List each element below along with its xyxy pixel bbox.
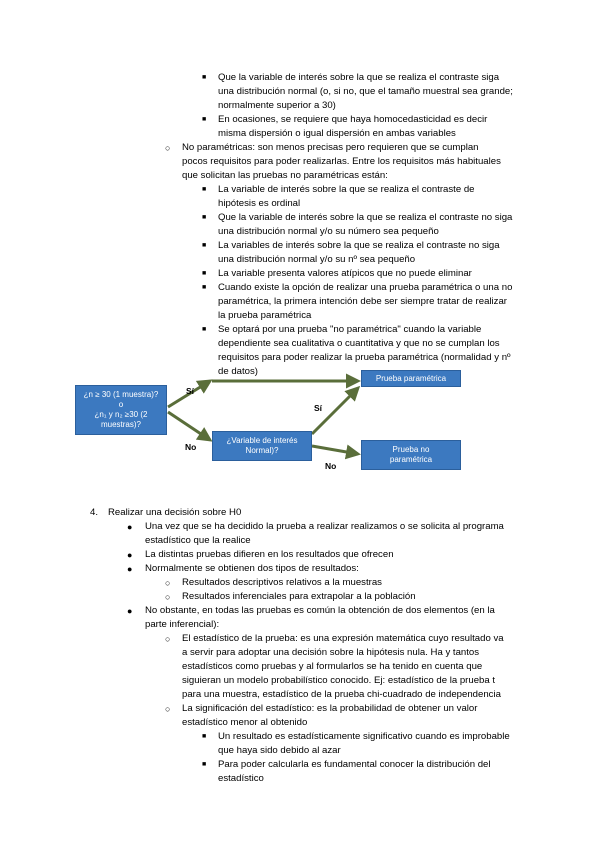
text-line: dependiente sea cualitativa o cuantitativa y que no se cumplan los <box>218 338 500 349</box>
circle-bullet-icon: ○ <box>165 634 171 644</box>
square-bullet-icon: ■ <box>202 242 207 249</box>
text-line: Cuando existe la opción de realizar una prueba paramétrica o una no <box>218 282 513 293</box>
text-line: Para poder calcularla es fundamental conocer la distribución del <box>218 759 491 770</box>
box-text-line: Prueba paramétrica <box>375 373 447 383</box>
text-line: Que la variable de interés sobre la que se realiza el contraste siga <box>218 72 500 83</box>
dot-bullet-icon: ● <box>127 606 133 616</box>
text-line: siguieran un modelo probabilístico conocido. Ej: estadístico de la prueba t <box>182 675 496 686</box>
text-line: El estadístico de la prueba: es una expresión matemática cuyo resultado va <box>182 633 504 644</box>
label-si-first: Sí <box>186 386 195 396</box>
box-text-line: ¿n₁ y n₂ ≥30 (2 <box>94 410 148 419</box>
text-line: hipótesis es ordinal <box>218 198 301 209</box>
text-line: La variables de interés sobre la que se realiza el contraste no siga <box>218 240 500 251</box>
box-text-line: o <box>118 400 124 409</box>
square-bullet-icon: ■ <box>202 761 207 768</box>
text-line: para una muestra, estadístico de la prueba chi-cuadrado de independencia <box>182 689 501 700</box>
text-line: misma dispersión o igual dispersión en ambas variables <box>218 128 456 139</box>
square-bullet-icon: ■ <box>202 186 207 193</box>
text-line: Una vez que se ha decidido la prueba a realizar realizamos o se solicita al programa <box>145 521 504 532</box>
circle-bullet-icon: ○ <box>165 592 171 602</box>
text-line: paramétrica, la primera intención debe ser siempre tratar de realizar <box>218 296 508 307</box>
decision-box-normality <box>212 431 312 461</box>
text-line: parte inferencial): <box>145 619 220 630</box>
arrow-no-to-normal <box>168 412 210 440</box>
text-line: de datos) <box>218 366 259 377</box>
square-bullet-icon: ■ <box>202 214 207 221</box>
square-bullet-icon: ■ <box>202 270 207 277</box>
text-line: una distribución normal y/o su nº sea pequeño <box>218 254 416 265</box>
circle-bullet-icon: ○ <box>165 143 171 153</box>
square-bullet-icon: ■ <box>202 74 207 81</box>
text-line: la prueba paramétrica <box>218 310 312 321</box>
arrow-normal-no-down <box>312 446 358 454</box>
result-box-parametric <box>361 370 461 387</box>
text-line: Se optará por una prueba "no paramétrica" cuando la variable <box>218 324 482 335</box>
text-line: estadístico que la realice <box>145 535 251 546</box>
text-line: La distintas pruebas difieren en los resultados que ofrecen <box>145 549 394 560</box>
label-si-second: Sí <box>314 403 323 413</box>
text-line: Resultados descriptivos relativos a la muestras <box>182 577 382 588</box>
box-text-line: ¿Variable de interés <box>226 436 298 445</box>
text-line: una distribución normal y/o su número sea pequeño <box>218 226 439 237</box>
text-line: pocos requisitos para poder realizarlas. Entre los requisitos más habituales <box>182 156 501 167</box>
square-bullet-icon: ■ <box>202 116 207 123</box>
box-text-line: Normal)? <box>245 446 279 455</box>
box-text-line: Prueba no <box>392 445 430 454</box>
text-line: Que la variable de interés sobre la que se realiza el contraste no siga <box>218 212 513 223</box>
text-line: requisitos para poder realizar la prueba paramétrica (normalidad y nº <box>218 352 511 363</box>
result-box-nonparametric <box>361 440 461 470</box>
dot-bullet-icon: ● <box>127 522 133 532</box>
text-line: a servir para adoptar una decisión sobre la hipótesis nula. Ha y tantos <box>182 647 480 658</box>
square-bullet-icon: ■ <box>202 733 207 740</box>
label-no-first: No <box>185 442 197 452</box>
box-text-line: muestras)? <box>100 420 141 429</box>
box-text-line: ¿n ≥ 30 (1 muestra)? <box>83 390 159 399</box>
text-line: que solicitan las pruebas no paramétricas están: <box>182 170 388 181</box>
decision-box-sample-size <box>75 385 167 435</box>
text-line: que haya sido debido al azar <box>218 745 341 756</box>
text-line: No obstante, en todas las pruebas es común la obtención de dos elementos (en la <box>145 605 495 616</box>
text-line: Resultados inferenciales para extrapolar a la población <box>182 591 416 602</box>
text-line: normalmente superior a 30) <box>218 100 336 111</box>
circle-bullet-icon: ○ <box>165 704 171 714</box>
box-text-line: paramétrica <box>389 455 433 464</box>
dot-bullet-icon: ● <box>127 550 133 560</box>
text-line: No paramétricas: son menos precisas pero requieren que se cumplan <box>182 142 479 153</box>
text-line: En ocasiones, se requiere que haya homocedasticidad es decir <box>218 114 488 125</box>
text-line: Un resultado es estadísticamente significativo cuando es improbable <box>218 731 510 742</box>
section-number: 4. <box>90 507 99 518</box>
label-no-second: No <box>325 461 337 471</box>
text-line: La variable de interés sobre la que se realiza el contraste de <box>218 184 475 195</box>
text-line: una distribución normal (o, si no, que el tamaño muestral sea grande; <box>218 86 513 97</box>
section-title: Realizar una decisión sobre H0 <box>108 507 242 518</box>
text-line: Normalmente se obtienen dos tipos de resultados: <box>145 563 359 574</box>
square-bullet-icon: ■ <box>202 284 207 291</box>
dot-bullet-icon: ● <box>127 564 133 574</box>
square-bullet-icon: ■ <box>202 326 207 333</box>
text-line: estadístico menor al obtenido <box>182 717 308 728</box>
text-line: estadísticos como pruebas y al formularlos se ha tenido en cuenta que <box>182 661 483 672</box>
text-line: estadístico <box>218 773 264 784</box>
text-line: La significación del estadístico: es la probabilidad de obtener un valor <box>182 703 478 714</box>
circle-bullet-icon: ○ <box>165 578 171 588</box>
text-line: La variable presenta valores atípicos que no puede eliminar <box>218 268 472 279</box>
